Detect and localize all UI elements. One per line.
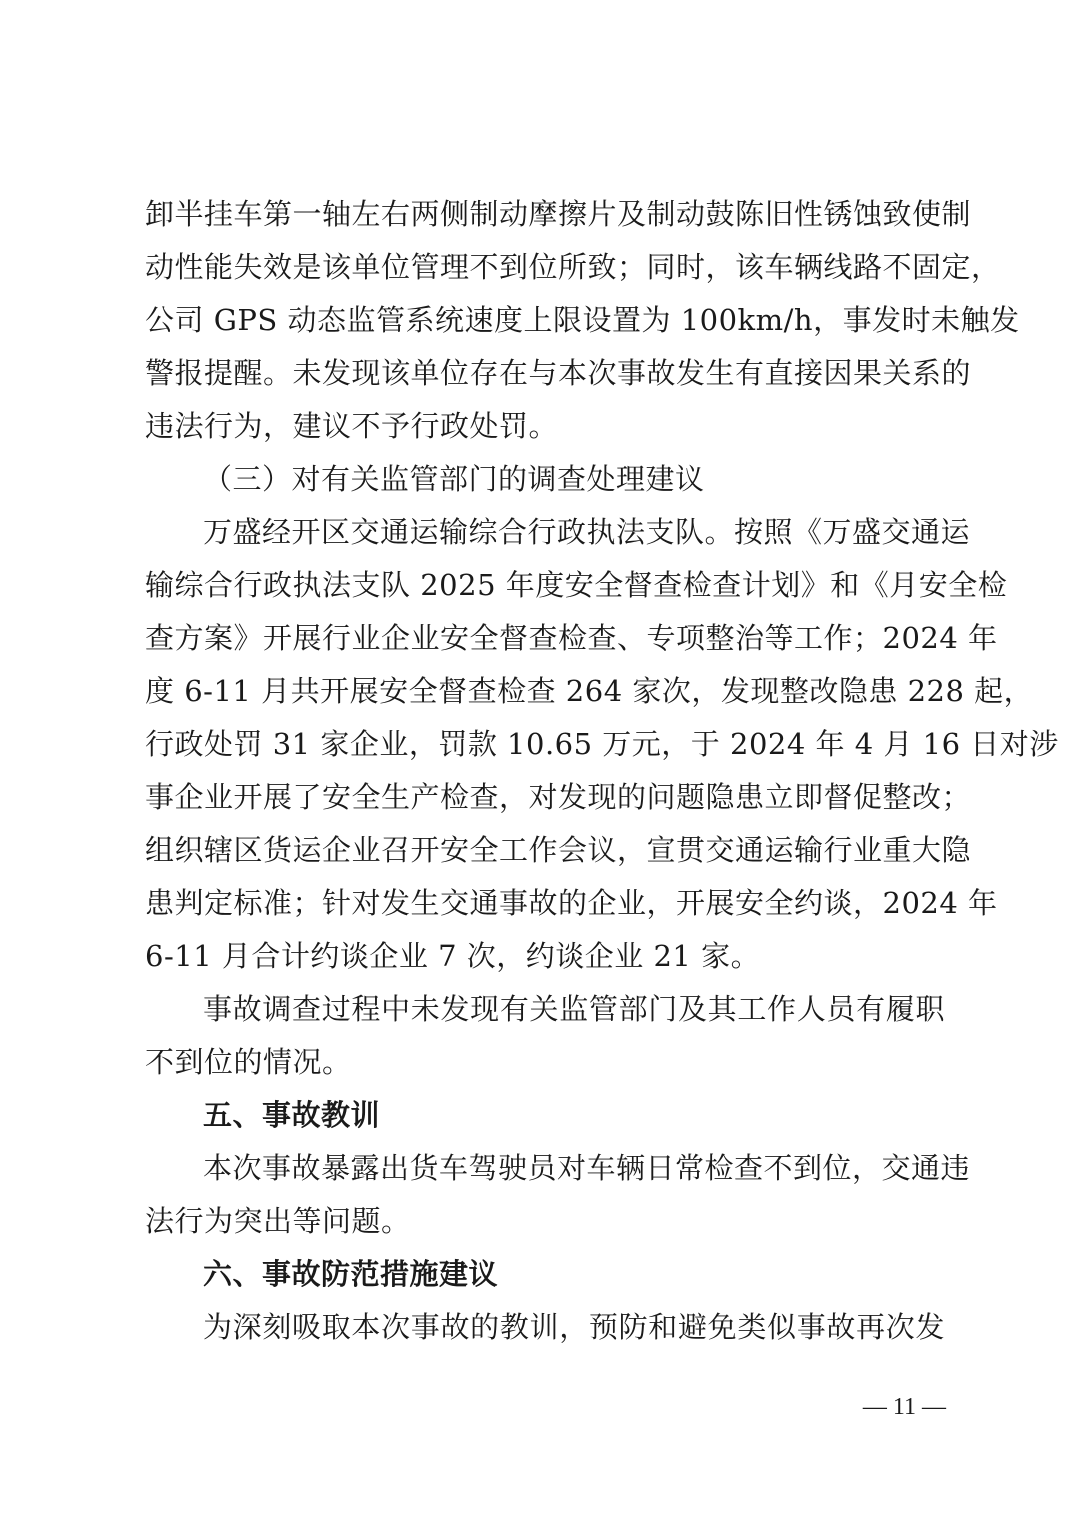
page-number: — 11 —	[862, 1394, 946, 1420]
subsection-heading: （三）对有关监管部门的调查处理建议	[203, 462, 705, 496]
text-line: 查方案》开展行业企业安全督查检查、专项整治等工作；2024 年	[145, 621, 998, 655]
text-line: 动性能失效是该单位管理不到位所致；同时，该车辆线路不固定，	[145, 250, 1001, 284]
text-line: 不到位的情况。	[145, 1045, 352, 1079]
text-line: 输综合行政执法支队 2025 年度安全督查检查计划》和《月安全检	[145, 568, 1008, 602]
text-line: 违法行为，建议不予行政处罚。	[145, 409, 559, 443]
text-line: 事企业开展了安全生产检查，对发现的问题隐患立即督促整改；	[145, 780, 972, 814]
section-heading: 六、事故防范措施建议	[203, 1257, 499, 1291]
section-heading: 五、事故教训	[203, 1098, 381, 1132]
text-line: 法行为突出等问题。	[145, 1204, 411, 1238]
text-line: 本次事故暴露出货车驾驶员对车辆日常检查不到位，交通违	[203, 1151, 971, 1185]
text-line: 组织辖区货运企业召开安全工作会议，宣贯交通运输行业重大隐	[145, 833, 972, 867]
text-line: 事故调查过程中未发现有关监管部门及其工作人员有履职	[203, 992, 945, 1026]
text-line: 行政处罚 31 家企业，罚款 10.65 万元，于 2024 年 4 月 16 日对涉	[145, 727, 1059, 761]
text-line: 警报提醒。未发现该单位存在与本次事故发生有直接因果关系的	[145, 356, 972, 390]
document-body	[145, 188, 1059, 1354]
text-line: 为深刻吸取本次事故的教训，预防和避免类似事故再次发	[203, 1310, 945, 1344]
text-line: 卸半挂车第一轴左右两侧制动摩擦片及制动鼓陈旧性锈蚀致使制	[145, 197, 972, 231]
text-line: 6-11 月合计约谈企业 7 次，约谈企业 21 家。	[145, 939, 761, 973]
text-line: 万盛经开区交通运输综合行政执法支队。按照《万盛交通运	[203, 515, 971, 549]
text-line: 度 6-11 月共开展安全督查检查 264 家次，发现整改隐患 228 起，	[145, 674, 1034, 708]
text-line: 公司 GPS 动态监管系统速度上限设置为 100km/h，事发时未触发	[145, 303, 1020, 337]
text-line: 患判定标准；针对发生交通事故的企业，开展安全约谈，2024 年	[145, 886, 998, 920]
